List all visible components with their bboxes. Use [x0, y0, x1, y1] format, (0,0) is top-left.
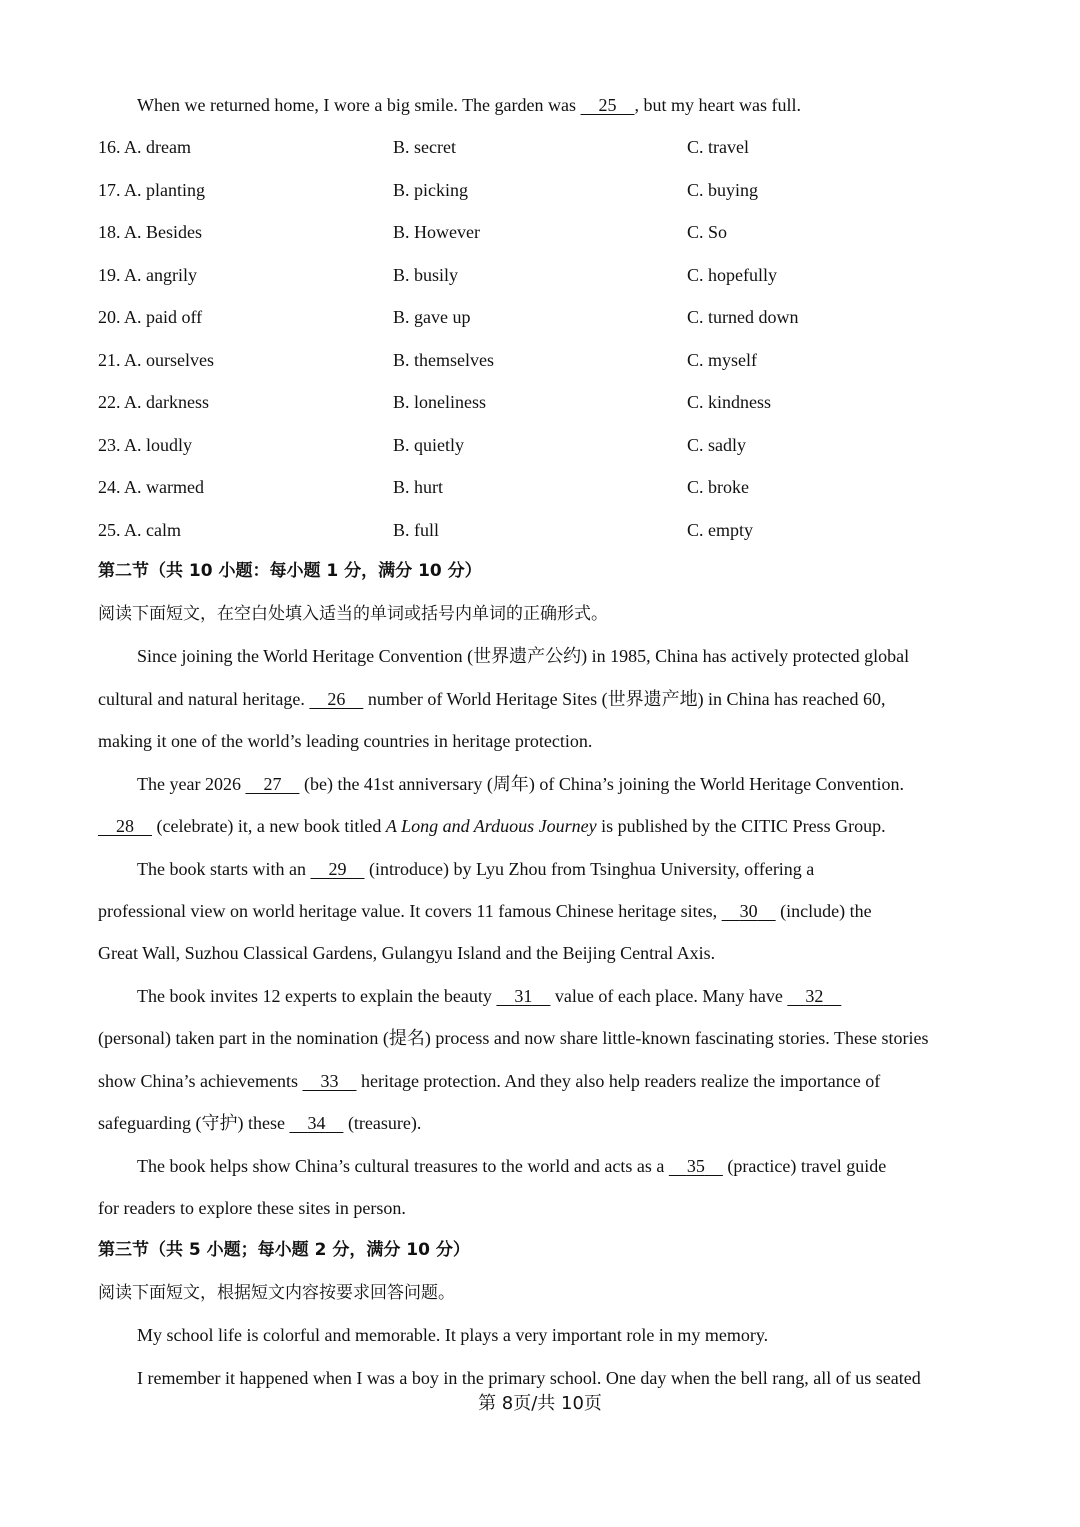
option-c[interactable]: C. myself — [687, 349, 757, 370]
option-a[interactable]: 25. A. calm — [98, 519, 181, 540]
section3-instruction: 阅读下面短文，根据短文内容按要求回答问题。 — [98, 1283, 455, 1303]
option-c[interactable]: C. travel — [687, 137, 749, 157]
p2-line2: 28 (celebrate) it, a new book titled A Long and Arduous Journey is published by the CITIC Press Group. — [98, 813, 886, 839]
option-b[interactable]: B. loneliness — [393, 392, 486, 412]
option-a[interactable]: 21. A. ourselves — [98, 349, 214, 370]
page-footer: 第 8页/共 10页 — [478, 1393, 602, 1414]
option-c[interactable]: C. empty — [687, 519, 753, 540]
option-c[interactable]: C. hopefully — [687, 264, 777, 285]
s3-p1: My school life is colorful and memorable. It plays a very important role in my memory. — [137, 1325, 769, 1345]
option-a[interactable]: 24. A. warmed — [98, 477, 204, 497]
p5-line2: for readers to explore these sites in person. — [98, 1198, 406, 1218]
blank-33[interactable]: 33 — [320, 1071, 339, 1091]
p1-line3: making it one of the world’s leading countries in heritage protection. — [98, 731, 593, 751]
blank-32[interactable]: 32 — [805, 986, 824, 1006]
option-b[interactable]: B. However — [393, 222, 480, 242]
option-c[interactable]: C. sadly — [687, 434, 747, 455]
book-title: A Long and Arduous Journey — [385, 816, 597, 836]
p1-line2: cultural and natural heritage. 26 number of World Heritage Sites (世界遗产地) in China has reached 60, — [98, 689, 886, 709]
p2-line1: The year 2026 27 (be) the 41st anniversary (周年) of China’s joining the World Heritage Convention. — [137, 774, 905, 794]
option-a[interactable]: 20. A. paid off — [98, 307, 203, 327]
blank-34[interactable]: 34 — [307, 1113, 326, 1133]
p3-line2: professional view on world heritage value. It covers 11 famous Chinese heritage sites, 30 (include) the — [98, 901, 872, 921]
blank-29[interactable]: 29 — [328, 859, 347, 879]
p3-line1: The book starts with an 29 (introduce) by Lyu Zhou from Tsinghua University, offering a — [137, 859, 815, 879]
section3-heading: 第三节（共 5 小题；每小题 2 分，满分 10 分） — [98, 1240, 470, 1260]
blank-25[interactable]: 25 — [598, 95, 617, 115]
passage-last-line — [137, 92, 801, 118]
p4-line1: The book invites 12 experts to explain the beauty 31 value of each place. Many have 32 — [137, 983, 841, 1009]
option-a[interactable]: 22. A. darkness — [98, 392, 209, 412]
option-b[interactable]: B. hurt — [393, 477, 444, 497]
text: When we returned home, I wore a big smile. The garden was — [137, 95, 581, 115]
blank-26[interactable]: 26 — [327, 689, 346, 709]
option-b[interactable]: B. secret — [393, 137, 456, 157]
option-a[interactable]: 16. A. dream — [98, 137, 191, 157]
option-a[interactable]: 23. A. loudly — [98, 434, 193, 455]
p5-line1: The book helps show China’s cultural treasures to the world and acts as a 35 (practice) travel guide — [137, 1156, 887, 1176]
blank-27[interactable]: 27 — [263, 774, 282, 794]
blank-30[interactable]: 30 — [739, 901, 758, 921]
p4-line2: (personal) taken part in the nomination (提名) process and now share little-known fascinating stories. These stories — [98, 1028, 929, 1048]
option-a[interactable]: 17. A. planting — [98, 179, 205, 200]
option-c[interactable]: C. buying — [687, 179, 759, 200]
option-b[interactable]: B. picking — [393, 179, 468, 200]
blank-28[interactable]: 28 — [116, 816, 134, 836]
s3-p2: I remember it happened when I was a boy in the primary school. One day when the bell rang, all of us seated — [137, 1368, 921, 1388]
option-b[interactable]: B. themselves — [393, 349, 494, 370]
option-a[interactable]: 19. A. angrily — [98, 264, 197, 285]
option-c[interactable]: C. turned down — [687, 307, 799, 327]
blank-31[interactable]: 31 — [514, 986, 533, 1006]
option-c[interactable]: C. kindness — [687, 392, 772, 412]
option-c[interactable]: C. So — [687, 222, 728, 242]
text: , but my heart was full. — [634, 95, 801, 115]
option-c[interactable]: C. broke — [687, 477, 749, 497]
option-a[interactable]: 18. A. Besides — [98, 222, 203, 242]
blank-35[interactable]: 35 — [686, 1156, 705, 1176]
option-b[interactable]: B. busily — [393, 264, 459, 285]
p4-line4: safeguarding (守护) these 34 (treasure). — [98, 1113, 422, 1133]
option-b[interactable]: B. full — [393, 519, 440, 540]
section2-heading: 第二节（共 10 小题：每小题 1 分，满分 10 分） — [98, 561, 482, 581]
option-b[interactable]: B. quietly — [393, 434, 464, 455]
p1-line1: Since joining the World Heritage Convention (世界遗产公约) in 1985, China has actively protected global — [137, 646, 910, 666]
section2-instruction: 阅读下面短文，在空白处填入适当的单词或括号内单词的正确形式。 — [98, 604, 608, 624]
p4-line3: show China’s achievements 33 heritage protection. And they also help readers realize the importance of — [98, 1071, 881, 1091]
option-b[interactable]: B. gave up — [393, 307, 471, 327]
p3-line3: Great Wall, Suzhou Classical Gardens, Gulangyu Island and the Beijing Central Axis. — [98, 943, 716, 963]
